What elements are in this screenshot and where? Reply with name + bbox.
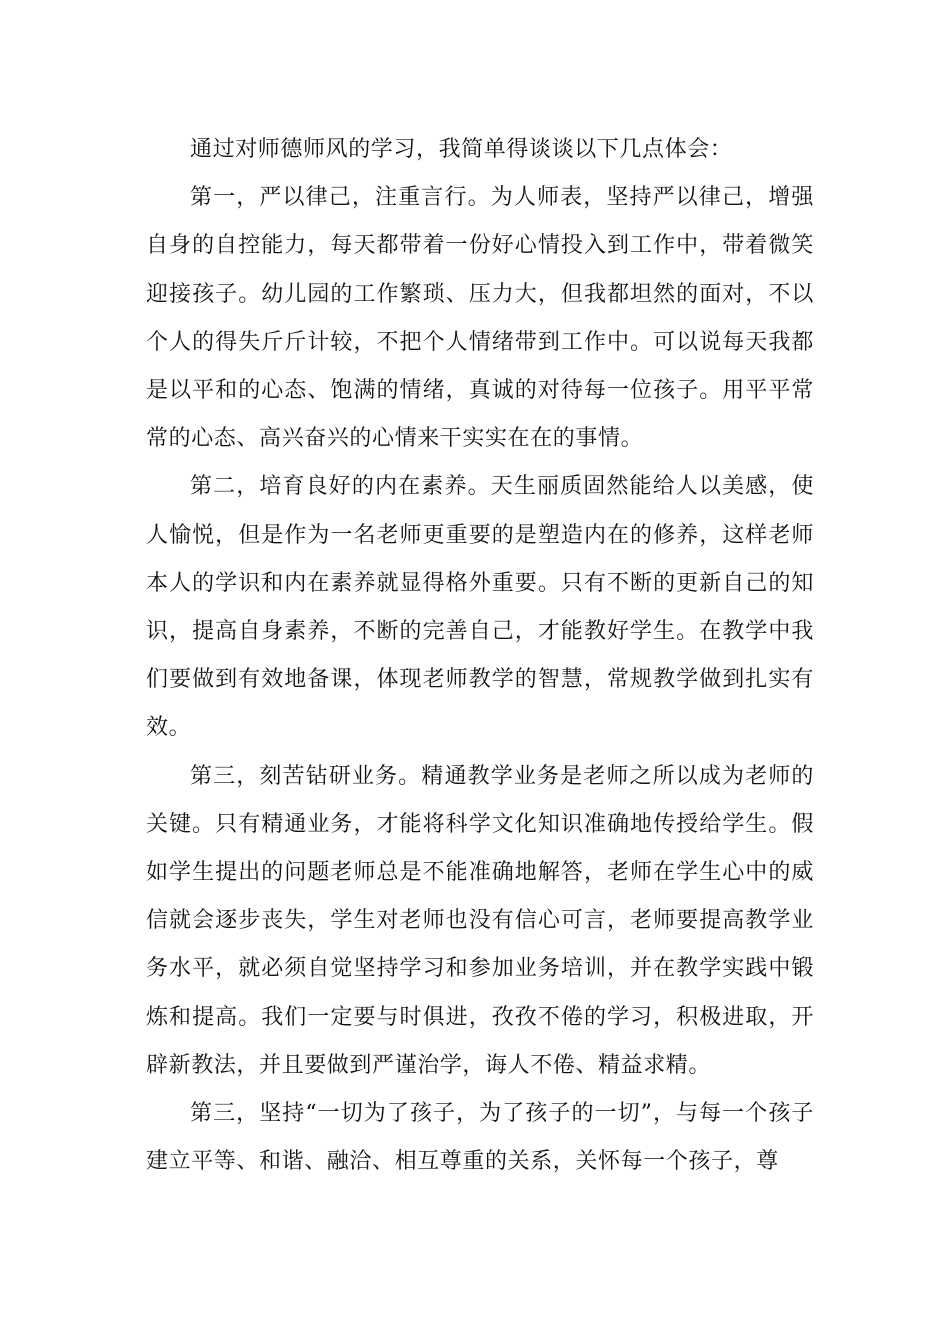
paragraph-intro: 通过对师德师风的学习，我简单得谈谈以下几点体会： (190, 137, 733, 162)
document-body (146, 126, 814, 1186)
paragraph-third-point: 第三，刻苦钻研业务。精通教学业务是老师之所以成为老师的关键。只有精通业务，才能将科学文化知识准确地传授给学生。假如学生提出的问题老师总是不能准确地解答，老师在学生心中的威信就会逐步丧失，学生对老师也没有信心可言，老师要提高教学业务水平，就必须自觉坚持学习和参加业务培训，并在教学实践中锻炼和提高。我们一定要与时俱进，孜孜不倦的学习，积极进取，开辟新教法，并且要做到严谨治学，诲人不倦、精益求精。 (146, 763, 814, 1078)
paragraph-first-point: 第一，严以律己，注重言行。为人师表，坚持严以律己，增强自身的自控能力，每天都带着一份好心情投入到工作中，带着微笑迎接孩子。幼儿园的工作繁琐、压力大，但我都坦然的面对，不以个人的得失斤斤计较，不把个人情绪带到工作中。可以说每天我都是以平和的心态、饱满的情绪，真诚的对待每一位孩子。用平平常常的心态、高兴奋兴的心情来干实实在在的事情。 (146, 185, 814, 452)
paragraph-second-point: 第二，培育良好的内在素养。天生丽质固然能给人以美感，使人愉悦，但是作为一名老师更重要的是塑造内在的修养，这样老师本人的学识和内在素养就显得格外重要。只有不断的更新自己的知识，提高自身素养，不断的完善自己，才能教好学生。在教学中我们要做到有效地备课，体现老师教学的智慧，常规教学做到扎实有效。 (146, 474, 814, 741)
paragraph-fourth-point: 第三，坚持“一切为了孩子，为了孩子的一切”，与每一个孩子建立平等、和谐、融洽、相互尊重的关系，关怀每一个孩子，尊 (146, 1101, 814, 1175)
